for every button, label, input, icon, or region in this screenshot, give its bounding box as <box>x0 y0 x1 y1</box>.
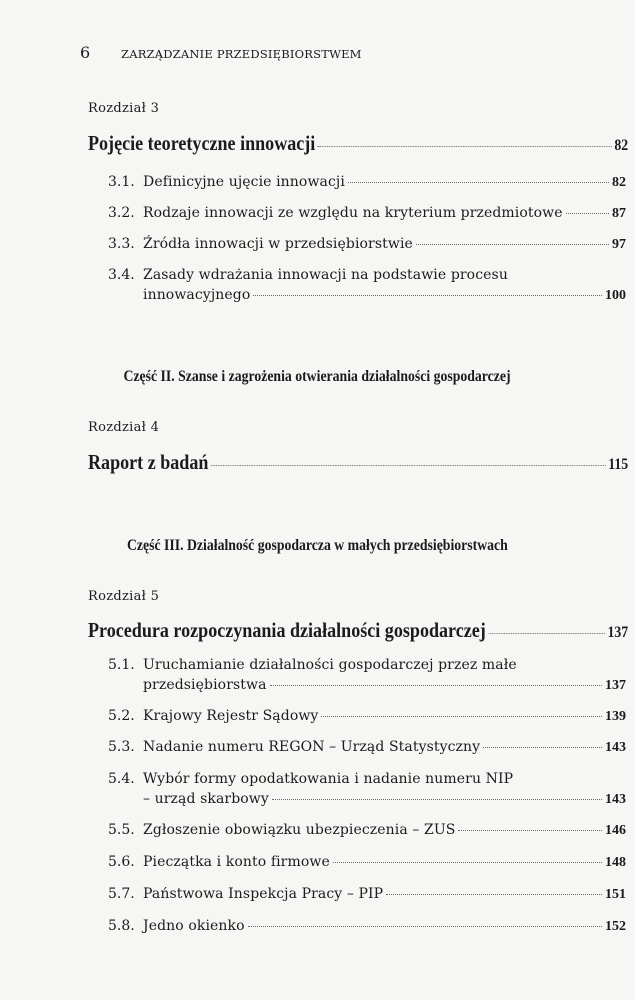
section-title: Pieczątka i konto firmowe <box>143 854 330 870</box>
section-number: 3.1. <box>108 174 135 190</box>
page-ref: 143 <box>605 792 626 807</box>
page-ref: 87 <box>612 206 626 221</box>
page-ref: 115 <box>608 456 629 473</box>
part-heading <box>0 368 635 386</box>
toc-entry <box>143 205 626 222</box>
dot-leader <box>272 799 602 800</box>
chapter-title: Pojęcie teoretyczne innowacji <box>88 131 316 155</box>
toc-entry <box>143 822 626 839</box>
section-title-line1: Uruchamianie działalności gospodarczej przez małe <box>143 657 517 673</box>
section-title: Rodzaje innowacji ze względu na kryterium przedmiotowe <box>143 205 563 221</box>
section-title: Krajowy Rejestr Sądowy <box>143 708 319 724</box>
section-number: 5.7. <box>108 886 135 902</box>
toc-entry <box>143 708 626 725</box>
page-number: 6 <box>80 43 91 62</box>
section-number: 5.4. <box>108 771 135 787</box>
toc-chapter-entry <box>88 618 628 643</box>
section-number: 5.5. <box>108 822 135 838</box>
section-title-line2: – urząd skarbowy <box>143 791 269 807</box>
section-title-line2: innowacyjnego <box>143 287 251 303</box>
page-ref: 137 <box>607 624 629 641</box>
chapter-label: Rozdział 4 <box>88 420 160 435</box>
section-title: Zgłoszenie obowiązku ubezpieczenia – ZUS <box>143 822 456 838</box>
chapter-title: Procedura rozpoczynania działalności gospodarczej <box>88 618 486 642</box>
dot-leader <box>248 926 602 927</box>
page-ref: 100 <box>605 288 626 303</box>
toc-entry <box>143 174 626 191</box>
page-ref: 146 <box>605 823 626 838</box>
toc-entry <box>143 287 626 304</box>
page-ref: 151 <box>605 887 626 902</box>
section-number: 3.2. <box>108 205 135 221</box>
toc-entry <box>143 739 626 756</box>
section-number: 5.1. <box>108 657 135 673</box>
section-title-line1: Wybór formy opodatkowania i nadanie numeru NIP <box>143 771 514 787</box>
chapter-label: Rozdział 3 <box>88 101 160 116</box>
section-title: Jedno okienko <box>143 918 245 934</box>
page-ref: 137 <box>605 678 626 693</box>
page-ref: 97 <box>612 237 626 252</box>
section-number: 5.6. <box>108 854 135 870</box>
toc-chapter-entry <box>88 131 628 156</box>
toc-entry <box>143 677 626 694</box>
section-number: 5.2. <box>108 708 135 724</box>
section-title: Źródła innowacji w przedsiębiorstwie <box>143 236 413 252</box>
dot-leader <box>458 830 602 831</box>
toc-entry <box>143 791 626 808</box>
page-ref: 152 <box>605 919 626 934</box>
running-title: ZARZĄDZANIE PRZEDSIĘBIORSTWEM <box>121 47 362 61</box>
section-title: Nadanie numeru REGON – Urząd Statystyczny <box>143 739 481 755</box>
section-number: 3.4. <box>108 267 135 283</box>
page-ref: 148 <box>605 855 626 870</box>
section-title-line2: przedsiębiorstwa <box>143 677 267 693</box>
toc-entry <box>143 918 626 935</box>
page-ref: 139 <box>605 709 626 724</box>
page-ref: 82 <box>612 175 626 190</box>
dot-leader <box>348 182 609 183</box>
dot-leader <box>566 213 609 214</box>
toc-entry <box>143 236 626 253</box>
dot-leader <box>321 716 602 717</box>
section-title-line1: Zasady wdrażania innowacji na podstawie procesu <box>143 267 508 283</box>
part-heading <box>0 537 635 555</box>
dot-leader <box>270 685 602 686</box>
toc-entry <box>143 854 626 871</box>
dot-leader <box>483 747 602 748</box>
chapter-title: Raport z badań <box>88 450 209 474</box>
dot-leader <box>211 465 606 466</box>
chapter-label: Rozdział 5 <box>88 589 160 604</box>
dot-leader <box>318 146 612 147</box>
page-ref: 82 <box>614 137 629 154</box>
section-number: 3.3. <box>108 236 135 252</box>
toc-chapter-entry <box>88 450 628 475</box>
section-number: 5.3. <box>108 739 135 755</box>
dot-leader <box>386 894 602 895</box>
section-title: Państwowa Inspekcja Pracy – PIP <box>143 886 384 902</box>
part-title: Część III. Działalność gospodarcza w małych przedsiębiorstwach <box>127 537 508 554</box>
section-number: 5.8. <box>108 918 135 934</box>
toc-entry <box>143 886 626 903</box>
dot-leader <box>333 862 602 863</box>
part-title: Część II. Szanse i zagrożenia otwierania działalności gospodarczej <box>123 368 512 385</box>
page-ref: 143 <box>605 740 626 755</box>
dot-leader <box>488 633 604 634</box>
section-title: Definicyjne ujęcie innowacji <box>143 174 345 190</box>
dot-leader <box>416 244 609 245</box>
dot-leader <box>253 295 602 296</box>
